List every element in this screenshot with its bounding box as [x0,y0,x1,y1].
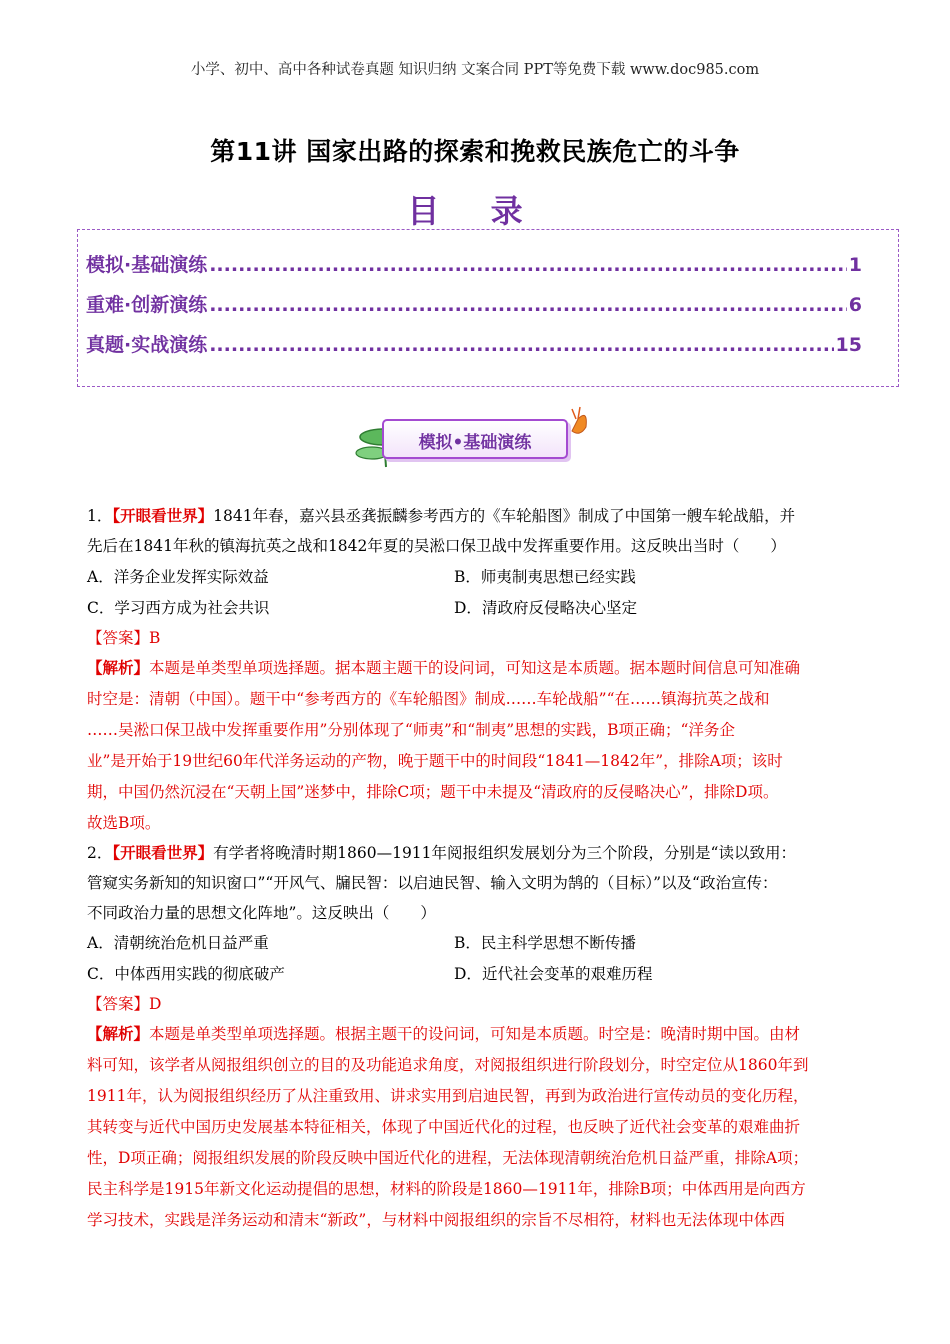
question-2-option-a[interactable]: A．清朝统治危机日益严重 [87,934,269,952]
question-1-analysis-line-5: 期，中国仍然沉浸在“天朝上国”迷梦中，排除C项；题干中未提及“清政府的反侵略决心”，排除D项。 [87,783,779,801]
question-1-stem-line-2: 先后在1841年秋的镇海抗英之战和1842年夏的吴淞口保卫战中发挥重要作用。这反映出当时（ ） [87,537,786,555]
question-1-analysis-line-3: ……吴淞口保卫战中发挥重要作用”分别体现了“师夷”和“制夷”思想的实践，B项正确；“洋务企 [87,721,735,739]
toc-leader-dots [209,334,833,356]
question-2-analysis-line-5: 性，D项正确；阅报组织发展的阶段反映中国近代化的进程，无法体现清朝统治危机日益严重，排除A项； [87,1149,809,1167]
question-number: 2． [87,844,113,862]
question-2-stem-line-2: 管窥实务新知的知识窗口”“开风气、牖民智：以启迪民智、输入文明为鹄的（目标）”以及“政治宣传： [87,874,778,892]
toc-item-label: 真题·实战演练 [86,334,208,356]
question-tag: 【开眼看世界】 [112,843,214,862]
analysis-tag: 【解析】 [87,658,150,677]
toc-item-innovation[interactable] [86,290,862,317]
question-2-stem-line-1: 2．【开眼看世界】有学者将晚清时期1860—1911年阅报组织发展划分为三个阶段，分别是“读以致用： [87,843,796,862]
page-title: 第11讲 国家出路的探索和挽救民族危亡的斗争 [210,137,740,166]
question-2-option-b[interactable]: B．民主科学思想不断传播 [454,934,636,952]
table-of-contents [77,229,899,387]
toc-leader-dots [209,254,847,276]
toc-item-real-exam[interactable] [86,330,862,357]
site-header: 小学、初中、高中各种试卷真题 知识归纳 文案合同 PPT等免费下载 www.doc985.com [190,62,760,78]
question-1-analysis-line-1: 【解析】本题是单类型单项选择题。据本题主题干的设问词，可知这是本质题。据本题时间信息可知准确 [87,658,801,677]
section-banner-box [382,419,568,459]
toc-item-page: 15 [835,334,862,356]
toc-heading: 目 录 [407,192,543,230]
question-1-analysis-line-6: 故选B项。 [87,814,161,832]
analysis-tag: 【解析】 [87,1024,150,1043]
question-1-answer: 【答案】B [87,629,161,647]
question-1-option-c[interactable]: C．学习西方成为社会共识 [87,599,270,617]
toc-item-page: 6 [848,294,862,316]
toc-leader-dots [209,294,847,316]
question-2-analysis-line-3: 1911年，认为阅报组织经历了从注重致用、讲求实用到启迪民智，再到为政治进行宣传动员的变化历程， [87,1087,809,1105]
question-2-analysis-line-4: 其转变与近代中国历史发展基本特征相关，体现了中国近代化的过程，也反映了近代社会变革的艰难曲折 [87,1118,801,1136]
toc-item-label: 模拟·基础演练 [86,254,208,276]
question-2-analysis-line-2: 料可知，该学者从阅报组织创立的目的及功能追求角度，对阅报组织进行阶段划分，时空定位从1860年到 [87,1056,809,1074]
question-2-analysis-line-7: 学习技术，实践是洋务运动和清末“新政”，与材料中阅报组织的宗旨不尽相符，材料也无法体现中体西 [87,1211,785,1229]
question-2-option-c[interactable]: C．中体西用实践的彻底破产 [87,965,285,983]
question-1-option-d[interactable]: D．清政府反侵略决心坚定 [454,599,637,617]
question-2-analysis-line-6: 民主科学是1915年新文化运动提倡的思想，材料的阶段是1860—1911年，排除B项；中体西用是向西方 [87,1180,806,1198]
question-1-stem-line-1: 1．【开眼看世界】1841年春，嘉兴县丞龚振麟参考西方的《车轮船图》制成了中国第一艘车轮战船，并 [87,506,796,525]
question-2-analysis-line-1: 【解析】本题是单类型单项选择题。根据主题干的设问词，可知是本质题。时空是：晚清时期中国。由材 [87,1024,801,1043]
question-2-option-d[interactable]: D．近代社会变革的艰难历程 [454,965,653,983]
question-number: 1． [87,507,113,525]
toc-item-page: 1 [848,254,862,276]
question-2-answer: 【答案】D [87,995,162,1013]
question-2-stem-line-3: 不同政治力量的思想文化阵地”。这反映出（ ） [87,904,436,922]
question-1-option-b[interactable]: B．师夷制夷思想已经实践 [454,568,636,586]
question-1-analysis-line-4: 业”是开始于19世纪60年代洋务运动的产物，晚于题干中的时间段“1841—1842年”，排除A项；该时 [87,752,783,770]
toc-item-basic[interactable] [86,250,862,277]
question-tag: 【开眼看世界】 [112,506,214,525]
question-1-option-a[interactable]: A．洋务企业发挥实际效益 [87,568,269,586]
toc-item-label: 重难·创新演练 [86,294,208,316]
question-1-analysis-line-2: 时空是：清朝（中国）。题干中“参考西方的《车轮船图》制成……车轮战船”“在……镇海抗英之战和 [87,690,770,708]
section-banner [350,405,600,471]
section-banner-label: 模拟•基础演练 [418,433,532,453]
